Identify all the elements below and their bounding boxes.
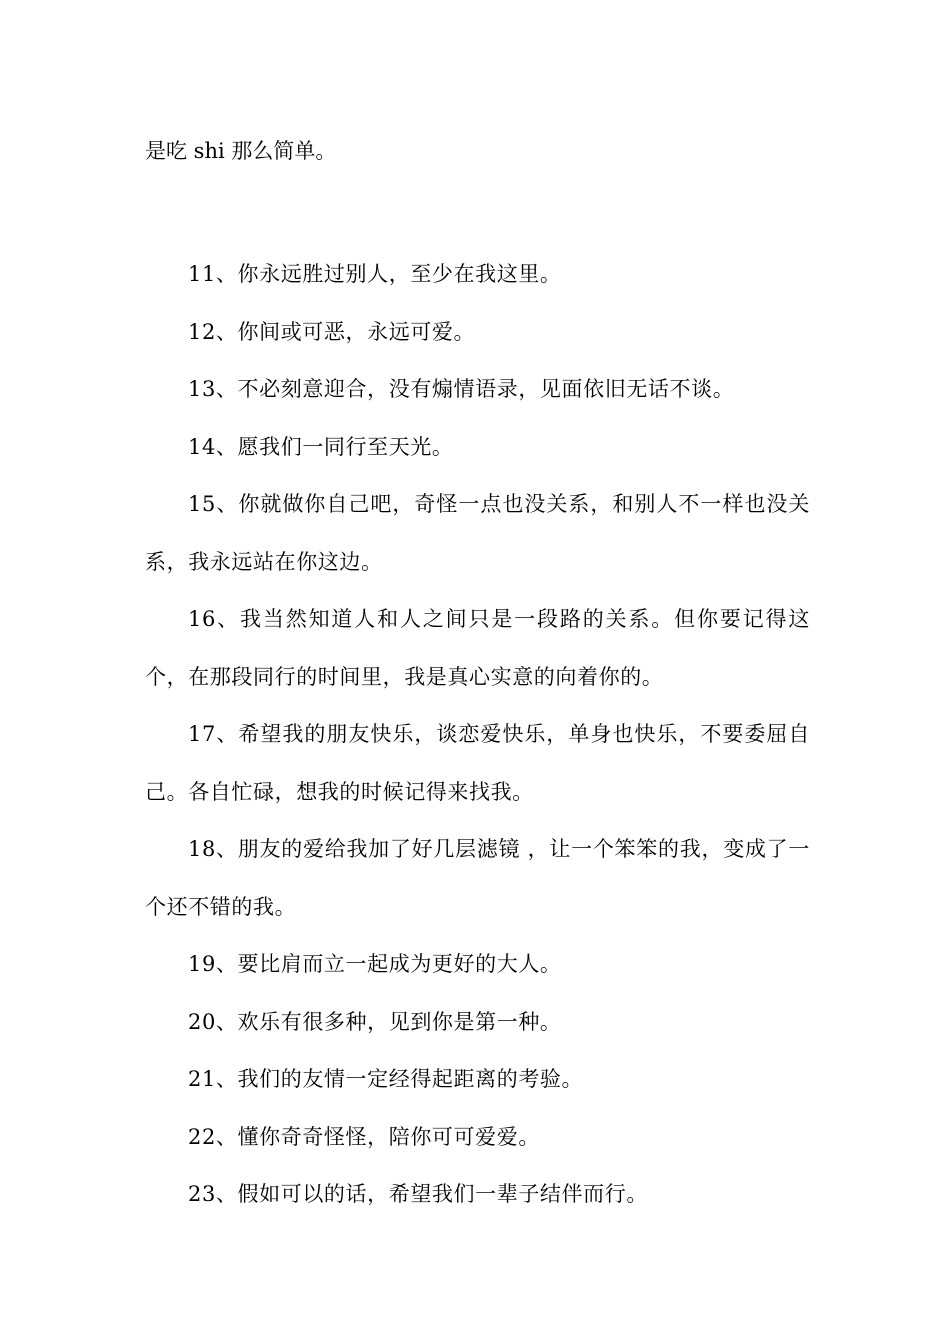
list-item: 21、我们的友情一定经得起距离的考验。 bbox=[188, 1067, 584, 1091]
list-item: 19、要比肩而立一起成为更好的大人。 bbox=[188, 952, 562, 976]
list-item: 22、懂你奇奇怪怪，陪你可可爱爱。 bbox=[188, 1124, 540, 1149]
list-item: 17、希望我的朋友快乐，谈恋爱快乐，单身也快乐，不要委屈自己。各自忙碌，想我的时候记得来找我。 bbox=[145, 722, 810, 804]
quote-list bbox=[145, 246, 810, 1224]
list-item: 15、你就做你自己吧，奇怪一点也没关系，和别人不一样也没关系，我永远站在你这边。 bbox=[145, 492, 810, 574]
list-item: 23、假如可以的话，希望我们一辈子结伴而行。 bbox=[188, 1182, 648, 1206]
continuation-text: 是吃 shi 那么简单。 bbox=[145, 139, 337, 163]
list-item: 16、我当然知道人和人之间只是一段路的关系。但你要记得这个，在那段同行的时间里，我是真心实意的向着你的。 bbox=[145, 607, 810, 689]
list-item: 11、你永远胜过别人，至少在我这里。 bbox=[188, 262, 562, 286]
list-item: 14、愿我们一同行至天光。 bbox=[188, 434, 454, 459]
list-item: 20、欢乐有很多种，见到你是第一种。 bbox=[188, 1009, 562, 1034]
list-item: 12、你间或可恶，永远可爱。 bbox=[188, 319, 476, 344]
list-item: 18、朋友的爱给我加了好几层滤镜 ，让一个笨笨的我，变成了一个还不错的我。 bbox=[145, 837, 810, 919]
list-item: 13、不必刻意迎合，没有煽情语录，见面依旧无话不谈。 bbox=[188, 377, 735, 401]
